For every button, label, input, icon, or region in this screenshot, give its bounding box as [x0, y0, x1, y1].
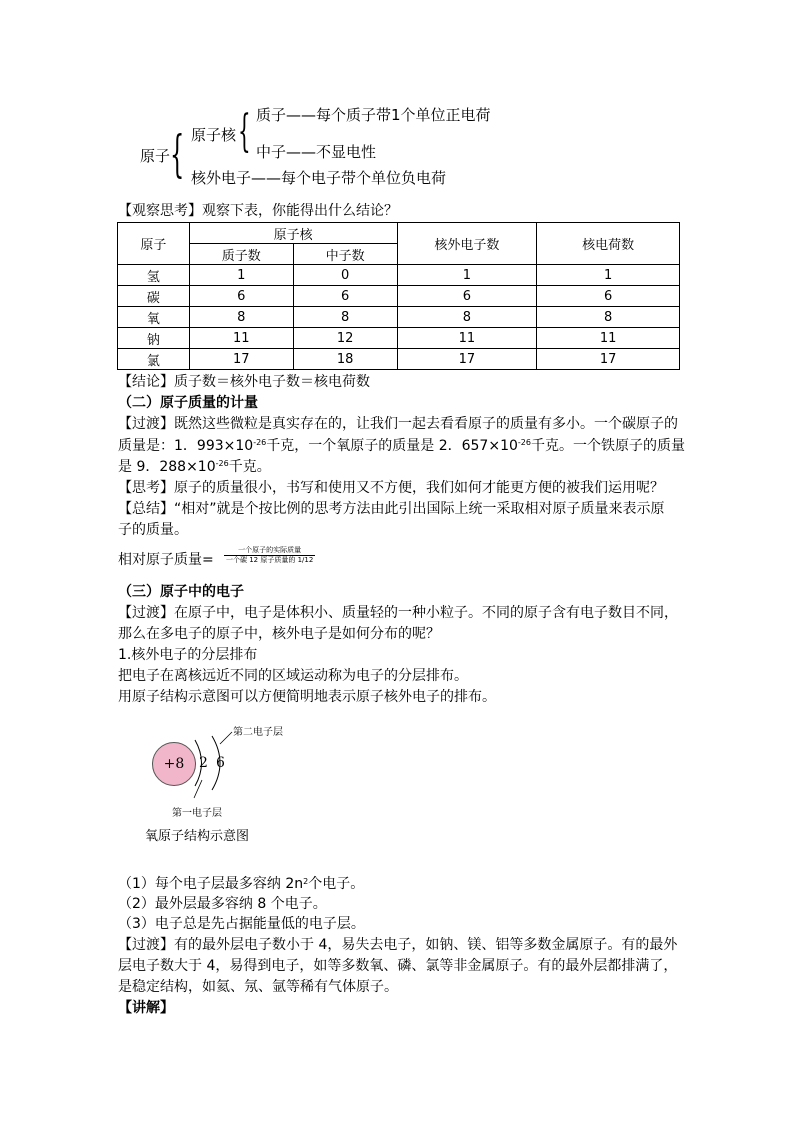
- cell-neutrons: 0: [293, 265, 397, 286]
- shell1-count: 2: [199, 755, 208, 771]
- neutron-line: 中子——不显电性: [256, 143, 377, 161]
- cell-protons: 11: [189, 328, 293, 349]
- final-line-3: 是稳定结构，如氦、氖、氩等稀有气体原子。: [118, 979, 398, 995]
- header-protons: 质子数: [189, 244, 293, 265]
- section2-heading: （二）原子质量的计量: [118, 395, 258, 411]
- formula-denominator: 一个碳 12 原子质量的 1/12: [226, 556, 314, 564]
- pointer-first-shell: [194, 780, 202, 798]
- cell-neutrons: 8: [293, 307, 397, 328]
- cell-protons: 8: [189, 307, 293, 328]
- rule-1: （1）每个电子层最多容纳 $2n^2$个电子。: [118, 876, 365, 892]
- rule-2: （2）最外层最多容纳 8 个电子。: [118, 896, 327, 912]
- header-electrons: 核外电子数: [397, 223, 537, 265]
- formula-label: 相对原子质量=: [118, 552, 214, 568]
- observe-title: 【观察思考】观察下表，你能得出什么结论？: [118, 203, 398, 219]
- cell-electrons: 8: [397, 307, 537, 328]
- proton-line: 质子——每个质子带1个单位正电荷: [256, 106, 491, 124]
- rule-3: （3）电子总是先占据能量低的电子层。: [118, 916, 365, 932]
- cell-name: 氧: [118, 307, 190, 328]
- cell-electrons: 11: [397, 328, 537, 349]
- section3-line-b: 用原子结构示意图可以方便简明地表示原子核外电子的排布。: [118, 689, 496, 705]
- inner-brace: {: [238, 106, 251, 157]
- pointer-second-shell: [220, 732, 232, 744]
- diagram-caption: 氧原子结构示意图: [145, 829, 250, 844]
- table-row: [118, 286, 680, 307]
- final-line-1: 【过渡】有的最外层电子数小于 4，易失去电子，如钠、镁、铝等多数金属原子。有的最外: [118, 937, 678, 953]
- header-charge: 核电荷数: [537, 223, 680, 265]
- shell2-count: 6: [216, 755, 225, 771]
- cell-neutrons: 12: [293, 328, 397, 349]
- section2-transition-1: 【过渡】既然这些微粒是真实存在的，让我们一起去看看原子的质量有多小。一个碳原子的: [118, 416, 678, 432]
- section3-heading: （三）原子中的电子: [118, 584, 244, 600]
- cell-charge: 11: [537, 328, 680, 349]
- cell-neutrons: 18: [293, 349, 397, 370]
- cell-charge: 17: [537, 349, 680, 370]
- explain-label: 【讲解】: [118, 1000, 174, 1016]
- section3-transition-1: 【过渡】在原子中，电子是体积小、质量轻的一种小粒子。不同的原子含有电子数目不同，: [118, 605, 678, 621]
- section2-transition-3: 是 9．$288\times 10^{-26}$千克。: [118, 459, 271, 475]
- outer-brace: {: [170, 125, 185, 183]
- cell-name: 钠: [118, 328, 190, 349]
- cell-neutrons: 6: [293, 286, 397, 307]
- cell-protons: 1: [189, 265, 293, 286]
- table-row: [118, 265, 680, 286]
- formula-fraction: [224, 546, 315, 565]
- atom-table: [117, 222, 680, 370]
- table-row: [118, 328, 680, 349]
- section2-transition-2: 质量是：1．$993\times 10^{-26}$千克，一个氧原子的质量是 2．$657\times 10^{-26}$千克。一个铁原子的质量: [118, 438, 685, 454]
- cell-electrons: 6: [397, 286, 537, 307]
- label-second-shell: 第二电子层: [233, 727, 283, 738]
- cell-charge: 8: [537, 307, 680, 328]
- cell-charge: 6: [537, 286, 680, 307]
- header-nucleus: 原子核: [189, 223, 397, 244]
- electron-line: 核外电子——每个电子带个单位负电荷: [191, 169, 447, 187]
- table-row: [118, 307, 680, 328]
- label-first-shell: 第一电子层: [172, 808, 222, 819]
- nucleus-charge: +8: [163, 756, 185, 772]
- cell-electrons: 17: [397, 349, 537, 370]
- cell-name: 碳: [118, 286, 190, 307]
- conclusion: 【结论】质子数＝核外电子数＝核电荷数: [118, 374, 370, 390]
- cell-electrons: 1: [397, 265, 537, 286]
- section3-line-a: 把电子在离核远近不同的区域运动称为电子的分层排布。: [118, 668, 468, 684]
- formula-numerator: 一个原子的实际质量: [224, 546, 315, 556]
- summary-line-2: 子的质量。: [118, 522, 188, 538]
- cell-name: 氯: [118, 349, 190, 370]
- section3-transition-2: 那么在多电子的原子中，核外电子是如何分布的呢？: [118, 626, 440, 642]
- cell-protons: 6: [189, 286, 293, 307]
- cell-name: 氢: [118, 265, 190, 286]
- nucleus-label: 原子核: [191, 126, 237, 144]
- cell-protons: 17: [189, 349, 293, 370]
- atom-label: 原子: [140, 147, 171, 165]
- header-atom: 原子: [118, 223, 190, 265]
- think-line: 【思考】原子的质量很小，书写和使用又不方便，我们如何才能更方便的被我们运用呢？: [118, 480, 664, 496]
- cell-charge: 1: [537, 265, 680, 286]
- section3-sub1: 1.核外电子的分层排布: [118, 647, 258, 663]
- summary-line-1: 【总结】“相对”就是个按比例的思考方法由此引出国际上统一采取相对原子质量来表示原: [118, 501, 665, 517]
- final-line-2: 层电子数大于 4，易得到电子，如等多数氧、磷、氯等非金属原子。有的最外层都排满了，: [118, 958, 678, 974]
- table-row: [118, 349, 680, 370]
- header-neutrons: 中子数: [293, 244, 397, 265]
